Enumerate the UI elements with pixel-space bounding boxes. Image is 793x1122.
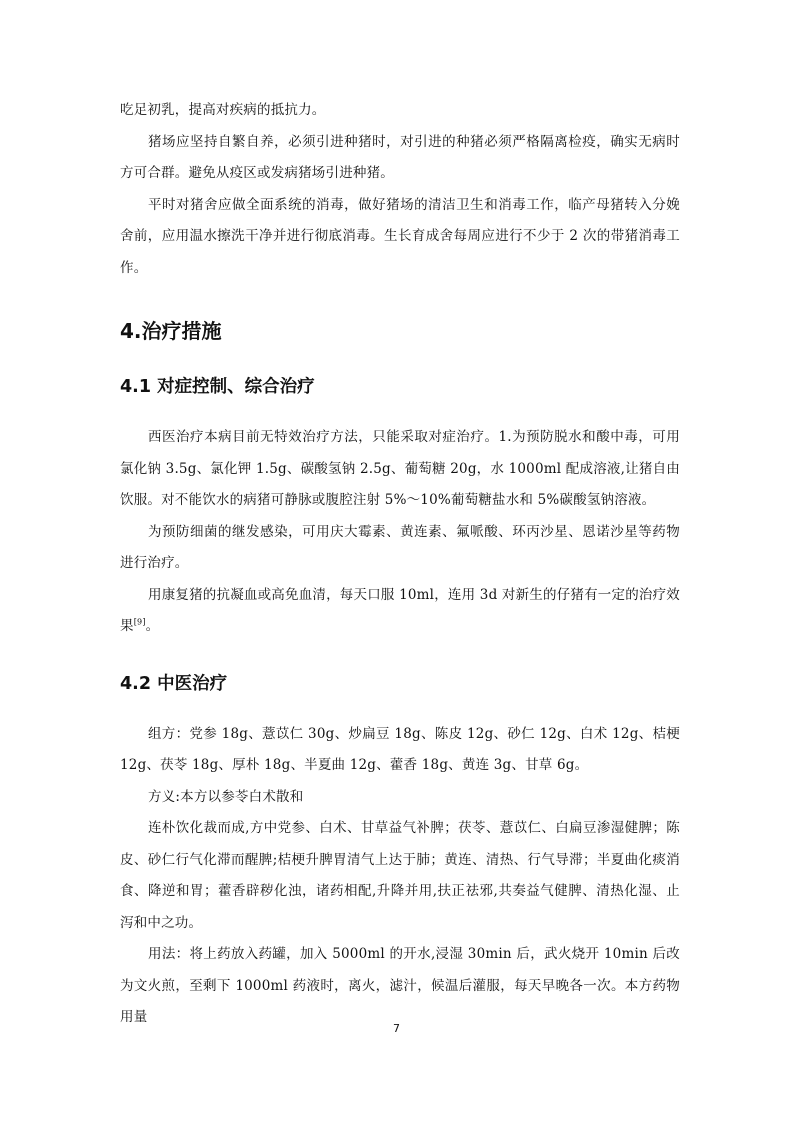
page-number: 7 — [393, 1022, 400, 1035]
subsection-heading: 4.2 中医治疗 — [120, 673, 228, 694]
section-heading: 4.治疗措施 — [120, 319, 222, 343]
body-paragraph: 为预防细菌的继发感染，可用庆大霉素、黄连素、氟哌酸、环丙沙星、恩诺沙星等药物进行治疗。 — [120, 523, 680, 571]
body-paragraph: 西医治疗本病目前无特效治疗方法，只能采取对症治疗。1.为预防脱水和酸中毒，可用氯化钠 3.5g、氯化钾 1.5g、碳酸氢钠 2.5g、葡萄糖 20g，水 1000ml 配成溶液,让猪自由饮服。对不能饮水的病猪可静脉或腹腔注射 5%～10%葡萄糖盐水和 5%碳酸氢钠溶液。 — [120, 429, 680, 508]
body-paragraph: 吃足初乳，提高对疾病的抵抗力。 — [120, 102, 326, 118]
citation-marker: [9] — [133, 617, 146, 627]
body-paragraph — [120, 580, 680, 643]
subsection-heading: 4.1 对症控制、综合治疗 — [120, 377, 315, 397]
body-paragraph: 平时对猪舍应做全面系统的消毒，做好猪场的清洁卫生和消毒工作，临产母猪转入分娩舍前，应用温水擦洗干净并进行彻底消毒。生长育成舍每周应进行不少于 2 次的带猪消毒工作。 — [120, 196, 680, 276]
paragraph-end: 。 — [145, 618, 160, 634]
body-paragraph: 组方：党参 18g、薏苡仁 30g、炒扁豆 18g、陈皮 12g、砂仁 12g、白术 12g、桔梗 12g、茯苓 18g、厚朴 18g、半夏曲 12g、藿香 18g、黄连 3g、甘草 6g。 — [120, 725, 680, 773]
body-paragraph: 方义:本方以参苓白术散和 — [148, 788, 304, 805]
paragraph-text: 用康复猪的抗凝血或高免血清，每天口服 10ml，连用 3d 对新生的仔猪有一定的治疗效果 — [120, 586, 681, 634]
page-content — [120, 95, 680, 1034]
body-paragraph: 用法：将上药放入药罐，加入 5000ml 的开水,浸湿 30min 后，武火烧开 10min 后改为文火煎，至剩下 1000ml 药液时，离火，滤汁，候温后灌服，每天早晚各一次。本方药物用量 — [120, 946, 680, 1025]
body-paragraph: 连朴饮化裁而成,方中党参、白术、甘草益气补脾；茯苓、薏苡仁、白扁豆渗湿健脾；陈皮、砂仁行气化滞而醒脾;桔梗升脾胃清气上达于肺；黄连、清热、行气导滞；半夏曲化痰消食、降逆和胃；藿香辟秽化浊，诸药相配,升降并用,扶正祛邪,共奏益气健脾、清热化湿、止泻和中之功。 — [120, 820, 680, 931]
body-paragraph: 猪场应坚持自繁自养，必须引进种猪时，对引进的种猪必须严格隔离检疫，确实无病时方可合群。避免从疫区或发病猪场引进种猪。 — [120, 133, 680, 181]
